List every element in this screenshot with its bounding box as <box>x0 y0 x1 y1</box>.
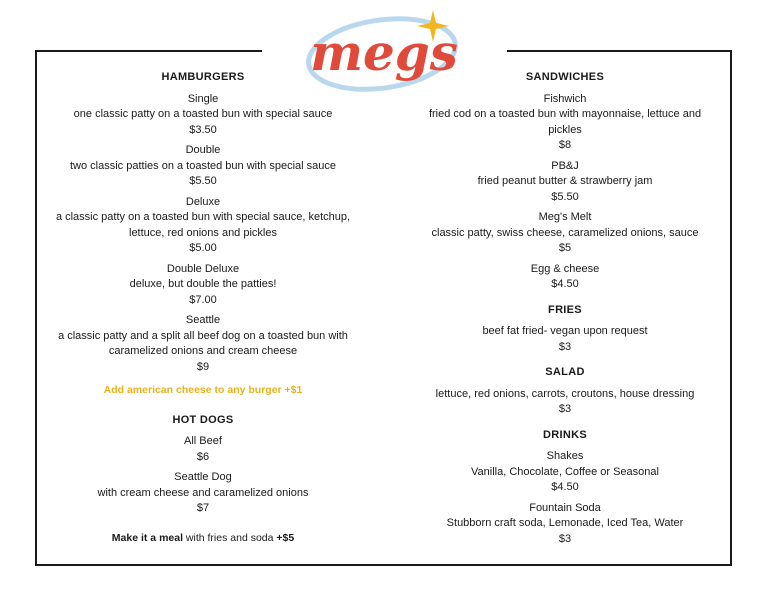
item-desc: deluxe, but double the patties! <box>129 278 277 290</box>
item-name: Shakes <box>546 450 584 462</box>
item-price: $3 <box>558 340 572 353</box>
meal-mid: with fries and soda <box>183 531 277 544</box>
item-price: $4.50 <box>551 278 579 290</box>
menu-item <box>412 210 718 257</box>
menu-item <box>44 195 362 257</box>
item-name: Seattle <box>185 314 221 326</box>
item-desc: a classic patty on a toasted bun with special sauce, ketchup, lettuce, red onions and pickles <box>55 211 351 239</box>
fries-title: FRIES <box>548 303 582 316</box>
item-name: Deluxe <box>185 195 221 208</box>
menu-item <box>412 449 718 496</box>
menu-item <box>44 92 362 139</box>
item-name: Seattle Dog <box>174 471 232 483</box>
item-price: $8 <box>558 139 572 151</box>
item-price: $3 <box>558 532 572 545</box>
hamburgers-title: HAMBURGERS <box>161 71 245 83</box>
item-name: Meg's Melt <box>538 211 592 223</box>
item-desc: fried peanut butter & strawberry jam <box>477 175 653 187</box>
logo-wordmark: megs <box>310 23 458 82</box>
item-name: Fishwich <box>543 92 587 105</box>
menu-item <box>44 470 362 517</box>
item-desc: beef fat fried- vegan upon request <box>482 325 648 337</box>
item-price: $7 <box>196 502 210 514</box>
item-price: $5 <box>558 242 572 254</box>
item-price: $3 <box>558 403 572 415</box>
item-desc: classic patty, swiss cheese, caramelized onions, sauce <box>431 226 699 239</box>
cheese-addon-note: Add american cheese to any burger +$1 <box>103 384 303 396</box>
menu-item <box>44 143 362 190</box>
item-name: Fountain Soda <box>529 501 601 514</box>
item-desc: two classic patties on a toasted bun with special sauce <box>70 159 336 172</box>
menu-item <box>44 434 362 465</box>
meal-upsell <box>44 531 362 547</box>
item-name: Double <box>185 144 221 156</box>
menu-item <box>412 501 718 548</box>
item-price: $3.50 <box>189 123 217 136</box>
item-name: PB&J <box>551 159 579 172</box>
hotdogs-title: HOT DOGS <box>172 413 234 426</box>
meal-price: +$5 <box>276 531 295 544</box>
meal-lead: Make it a meal <box>111 531 183 544</box>
drinks-title: DRINKS <box>543 428 587 441</box>
menu-item <box>412 262 718 293</box>
item-price: $4.50 <box>551 481 579 493</box>
item-name: All Beef <box>184 435 222 447</box>
item-desc: fried cod on a toasted bun with mayonnaise, lettuce and pickles <box>428 108 702 136</box>
item-name: Egg & cheese <box>530 262 600 275</box>
left-column <box>44 70 362 546</box>
menu-item <box>412 324 718 355</box>
menu-item <box>412 92 718 154</box>
item-desc: Vanilla, Chocolate, Coffee or Seasonal <box>471 465 659 478</box>
item-desc: one classic patty on a toasted bun with special sauce <box>73 108 333 120</box>
item-price: $9 <box>196 360 210 373</box>
menu-item <box>412 159 718 206</box>
item-desc: lettuce, red onions, carrots, croutons, house dressing <box>435 387 695 400</box>
item-desc: a classic patty and a split all beef dog on a toasted bun with caramelized onions and cream cheese <box>58 329 348 357</box>
item-name: Double Deluxe <box>166 262 240 275</box>
salad-title: SALAD <box>545 366 585 378</box>
menu-item <box>412 387 718 418</box>
menu-item <box>44 313 362 375</box>
item-name: Single <box>187 92 219 105</box>
sandwiches-title: SANDWICHES <box>525 71 605 83</box>
menu-item <box>44 262 362 309</box>
item-price: $5.50 <box>551 190 579 203</box>
item-price: $5.50 <box>189 175 217 187</box>
item-price: $7.00 <box>189 293 217 306</box>
item-desc: Stubborn craft soda, Lemonade, Iced Tea, Water <box>446 517 684 529</box>
right-column <box>412 70 718 552</box>
item-price: $5.00 <box>189 242 217 254</box>
item-price: $6 <box>196 450 210 463</box>
item-desc: with cream cheese and caramelized onions <box>97 486 309 499</box>
